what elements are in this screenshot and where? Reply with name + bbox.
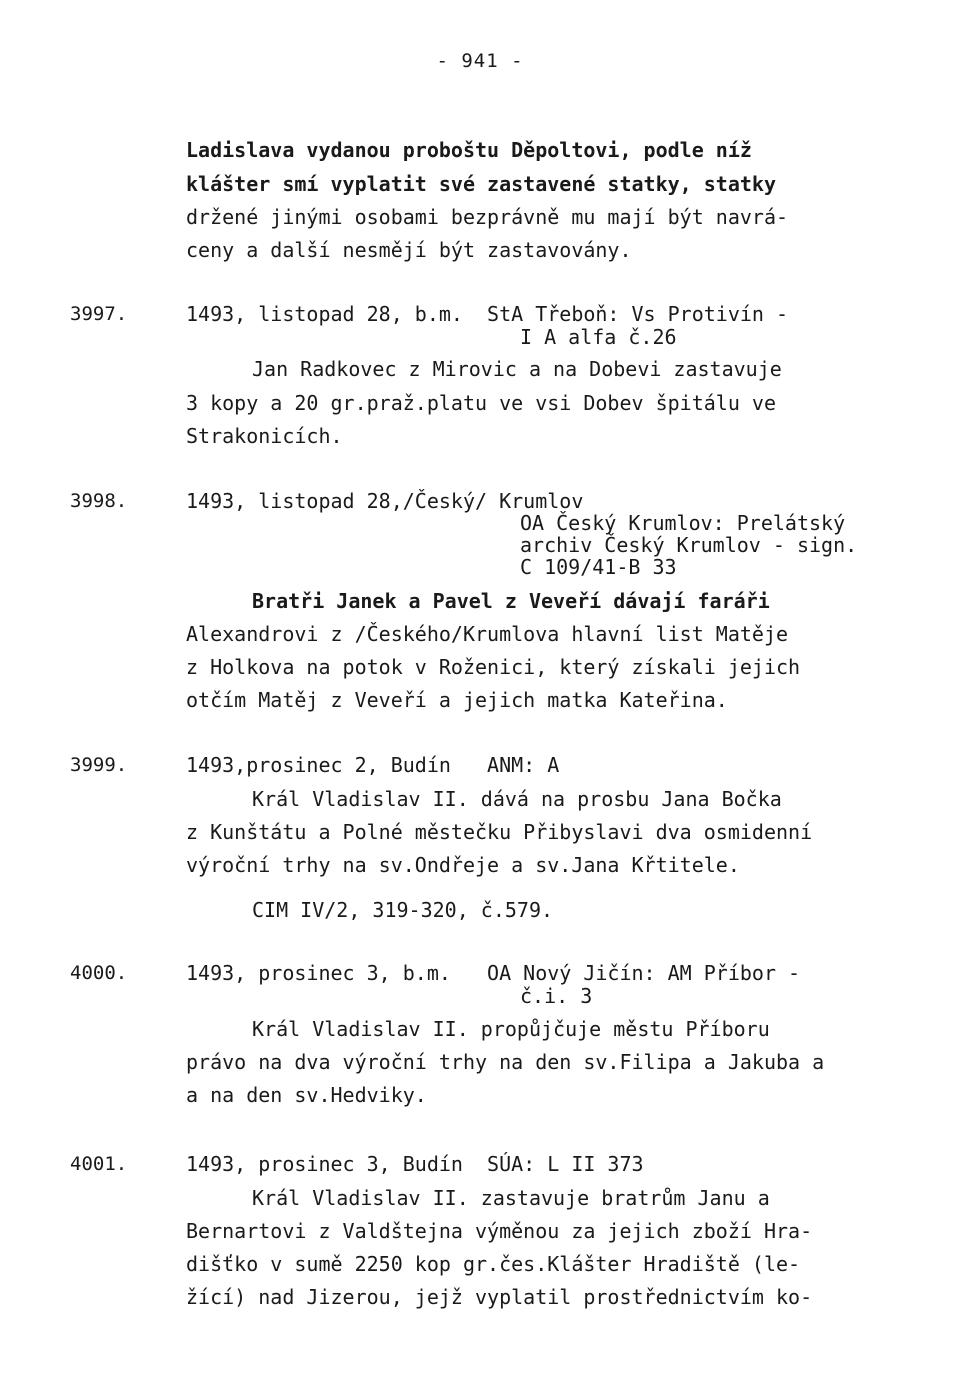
entry-body-line: otčím Matěj z Veveří a jejich matka Kateřina. xyxy=(186,688,728,712)
text-line: ceny a další nesmějí být zastavovány. xyxy=(186,238,632,262)
entry-header-cont: OA Český Krumlov: Prelátský xyxy=(520,511,846,535)
entry-body-line: Strakonicích. xyxy=(186,424,343,448)
entry-number: 3999. xyxy=(70,754,128,776)
entry-body-line: žící) nad Jizerou, jejž vyplatil prostřednictvím ko- xyxy=(186,1285,813,1309)
entry-body-line: Král Vladislav II. propůjčuje městu Příboru xyxy=(252,1017,770,1041)
entry-header: 1493, prosinec 3, Budín SÚA: L II 373 xyxy=(186,1152,644,1176)
entry-citation: CIM IV/2, 319-320, č.579. xyxy=(252,898,554,922)
entry-header-cont: C 109/41-B 33 xyxy=(520,555,677,579)
entry-body-line: a na den sv.Hedviky. xyxy=(186,1083,427,1107)
entry-body-line: Král Vladislav II. dává na prosbu Jana Bočka xyxy=(252,787,782,811)
entry-header: 1493, listopad 28, b.m. StA Třeboň: Vs Protivín - xyxy=(186,302,789,326)
entry-header: 1493, listopad 28,/Český/ Krumlov xyxy=(186,489,584,513)
entry-header-cont: č.i. 3 xyxy=(520,984,593,1008)
entry-number: 3997. xyxy=(70,303,128,325)
entry-body-line: z Holkova na potok v Roženici, který získali jejich xyxy=(186,655,801,679)
entry-body-line: Jan Radkovec z Mirovic a na Dobevi zastavuje xyxy=(252,357,782,381)
entry-body-line: Bratři Janek a Pavel z Veveří dávají faráři xyxy=(252,589,770,613)
entry-body-line: Král Vladislav II. zastavuje bratrům Janu a xyxy=(252,1186,770,1210)
entry-header-cont: archiv Český Krumlov - sign. xyxy=(520,533,858,557)
page-number: - 941 - xyxy=(436,50,524,72)
entry-number: 3998. xyxy=(70,490,128,512)
entry-body-line: Alexandrovi z /Českého/Krumlova hlavní list Matěje xyxy=(186,622,789,646)
text-line: držené jinými osobami bezprávně mu mají být navrá- xyxy=(186,205,789,229)
entry-number: 4000. xyxy=(70,962,128,984)
entry-body-line: právo na dva výroční trhy na den sv.Filipa a Jakuba a xyxy=(186,1050,825,1074)
entry-body-line: z Kunštátu a Polné městečku Přibyslavi dva osmidenní xyxy=(186,820,813,844)
entry-body-line: dišťko v sumě 2250 kop gr.čes.Klášter Hradiště (le- xyxy=(186,1252,801,1276)
entry-header: 1493,prosinec 2, Budín ANM: A xyxy=(186,753,560,777)
entry-body-line: výroční trhy na sv.Ondřeje a sv.Jana Křtitele. xyxy=(186,853,740,877)
text-line: klášter smí vyplatit své zastavené statky, statky xyxy=(186,172,777,196)
entry-body-line: Bernartovi z Valdštejna výměnou za jejich zboží Hra- xyxy=(186,1219,813,1243)
entry-header: 1493, prosinec 3, b.m. OA Nový Jičín: AM Příbor - xyxy=(186,961,801,985)
entry-number: 4001. xyxy=(70,1153,128,1175)
entry-body-line: 3 kopy a 20 gr.praž.platu ve vsi Dobev špitálu ve xyxy=(186,391,777,415)
text-line: Ladislava vydanou proboštu Děpoltovi, podle níž xyxy=(186,138,752,162)
entry-header-cont: I A alfa č.26 xyxy=(520,325,677,349)
